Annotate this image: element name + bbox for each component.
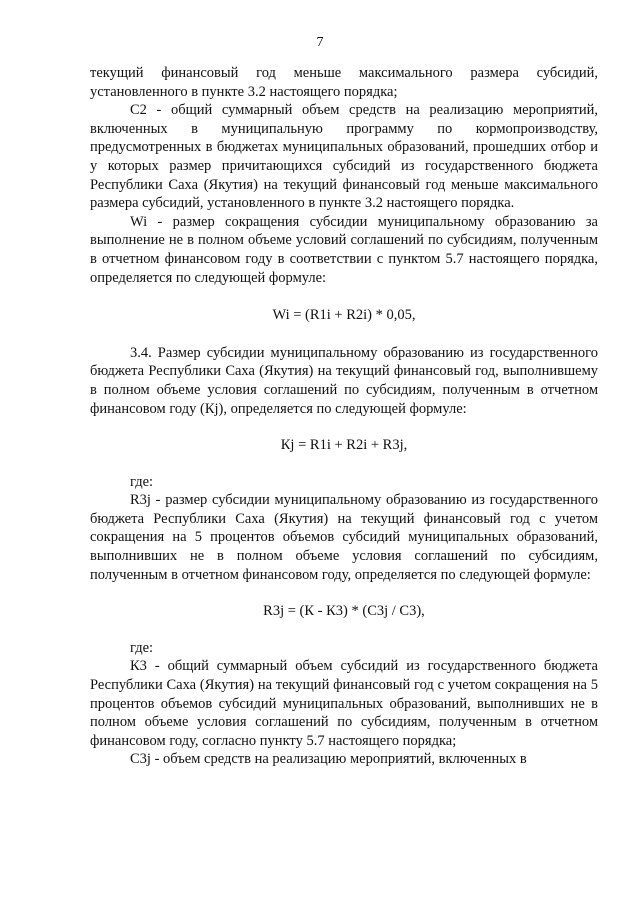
paragraph-c3j-definition: С3j - объем средств на реализацию мероприятий, включенных в xyxy=(130,751,527,768)
formula-kj: Кj = R1i + R2i + R3j, xyxy=(280,437,408,454)
formula-wi: Wi = (R1i + R2i) * 0,05, xyxy=(272,307,416,324)
paragraph-continuation: текущий финансовый год меньше максимального размера субсидий, установленного в пункте 3.2 настоящего порядка; xyxy=(90,65,598,100)
page-number: 7 xyxy=(316,35,324,50)
document-body xyxy=(90,64,598,769)
paragraph-k3-definition: К3 - общий суммарный объем субсидий из государственного бюджета Республики Саха (Якутия) на текущий финансовый год с учетом сокращения на 5 процентов объемов субсидий муниципальных образований, выполнивших не в полном объеме условия соглашений по субсидиям, полученным в отчетном финансовом году, согласно пункту 5.7 настоящего порядка; xyxy=(90,658,598,749)
formula-r3j: R3j = (К - К3) * (С3j / С3), xyxy=(263,603,425,620)
where-label: где: xyxy=(130,639,154,656)
paragraph-wi-definition: Wi - размер сокращения субсидии муниципальному образованию за выполнение не в полном объеме условий соглашений по субсидиям, полученным в отчетном финансовом году в соответствии с пунктом 5.7 настоящего порядка, определяется по следующей формуле: xyxy=(90,213,598,286)
paragraph-c2-definition: С2 - общий суммарный объем средств на реализацию мероприятий, включенных в муниципальную программу по кормопроизводству, предусмотренных в бюджетах муниципальных образований, прошедших отбор и у которых размер причитающихся субсидий из государственного бюджета Республики Саха (Якутия) на текущий финансовый год меньше максимального размера субсидий, установленного в пункте 3.2 настоящего порядка. xyxy=(90,102,598,212)
where-label: где: xyxy=(130,473,154,490)
paragraph-section-3-4: 3.4. Размер субсидии муниципальному образованию из государственного бюджета Республики Саха (Якутия) на текущий финансовый год, выполнившему в полном объеме условия соглашений по субсидиям, полученным в отчетном финансовом году (Кj), определяется по следующей формуле: xyxy=(90,344,598,417)
paragraph-r3j-definition: R3j - размер субсидии муниципальному образованию из государственного бюджета Республики Саха (Якутия) на текущий финансовый год с учетом сокращения на 5 процентов объемов субсидий муниципальных образований, выполнивших не в полном объеме условия соглашений по субсидиям, полученным в отчетном финансовом году, определяется по следующей формуле: xyxy=(90,492,598,583)
